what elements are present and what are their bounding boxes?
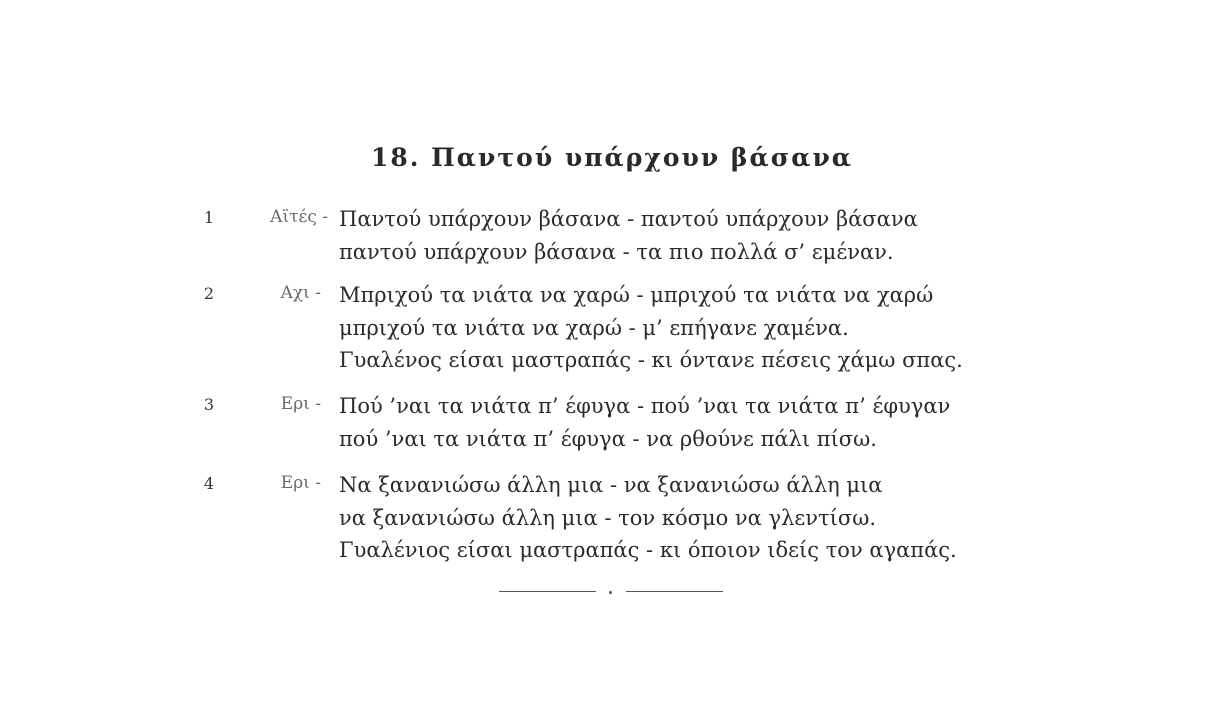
speaker-label: Αϊτές -: [270, 207, 328, 227]
verse-lines: [339, 203, 918, 268]
verse-line: Να ξανανιώσω άλλη μια - να ξανανιώσω άλλη μια: [339, 473, 883, 497]
verse-line: να ξανανιώσω άλλη μια - τον κόσμο να γλεντίσω.: [339, 505, 877, 530]
verse-lines: [339, 279, 963, 377]
divider-rule-left: [499, 591, 596, 592]
verse-lines: [339, 390, 950, 455]
verse-line: Γυαλένος είσαι μαστραπάς - κι όντανε πέσεις χάμω σπας.: [339, 348, 963, 372]
verse-line: Παντού υπάρχουν βάσανα - παντού υπάρχουν βάσανα: [339, 207, 918, 231]
divider-rule-right: [626, 591, 723, 592]
song-title: 18. Παντού υπάρχουν βάσανα: [370, 143, 854, 172]
verse-lines: [339, 469, 957, 567]
verse-line: μπριχού τα νιάτα να χαρώ - μ’ επήγανε χαμένα.: [339, 315, 849, 340]
verse-line: Μπριχού τα νιάτα να χαρώ - μπριχού τα νιάτα να χαρώ: [339, 283, 934, 307]
stanza-number: 2: [203, 284, 215, 303]
stanza-number: 3: [203, 395, 215, 414]
section-divider: [0, 580, 1224, 600]
verse-line: Πού ’ναι τα νιάτα π’ έφυγα - πού ’ναι τα νιάτα π’ έφυγαν: [339, 394, 951, 418]
verse-line: Γυαλένιος είσαι μαστραπάς - κι όποιον ιδείς τον αγαπάς.: [339, 538, 957, 562]
verse-line: παντού υπάρχουν βάσανα - τα πιο πολλά σ’ εμέναν.: [339, 239, 894, 264]
stanza-number: 1: [203, 208, 215, 227]
verse-line: πού ’ναι τα νιάτα π’ έφυγα - να ρθούνε πάλι πίσω.: [339, 426, 877, 451]
speaker-label: Ερι -: [280, 473, 321, 493]
stanza-number: 4: [203, 474, 215, 493]
divider-dot: [609, 591, 612, 594]
speaker-label: Αχι -: [280, 283, 321, 303]
speaker-label: Ερι -: [280, 394, 321, 414]
